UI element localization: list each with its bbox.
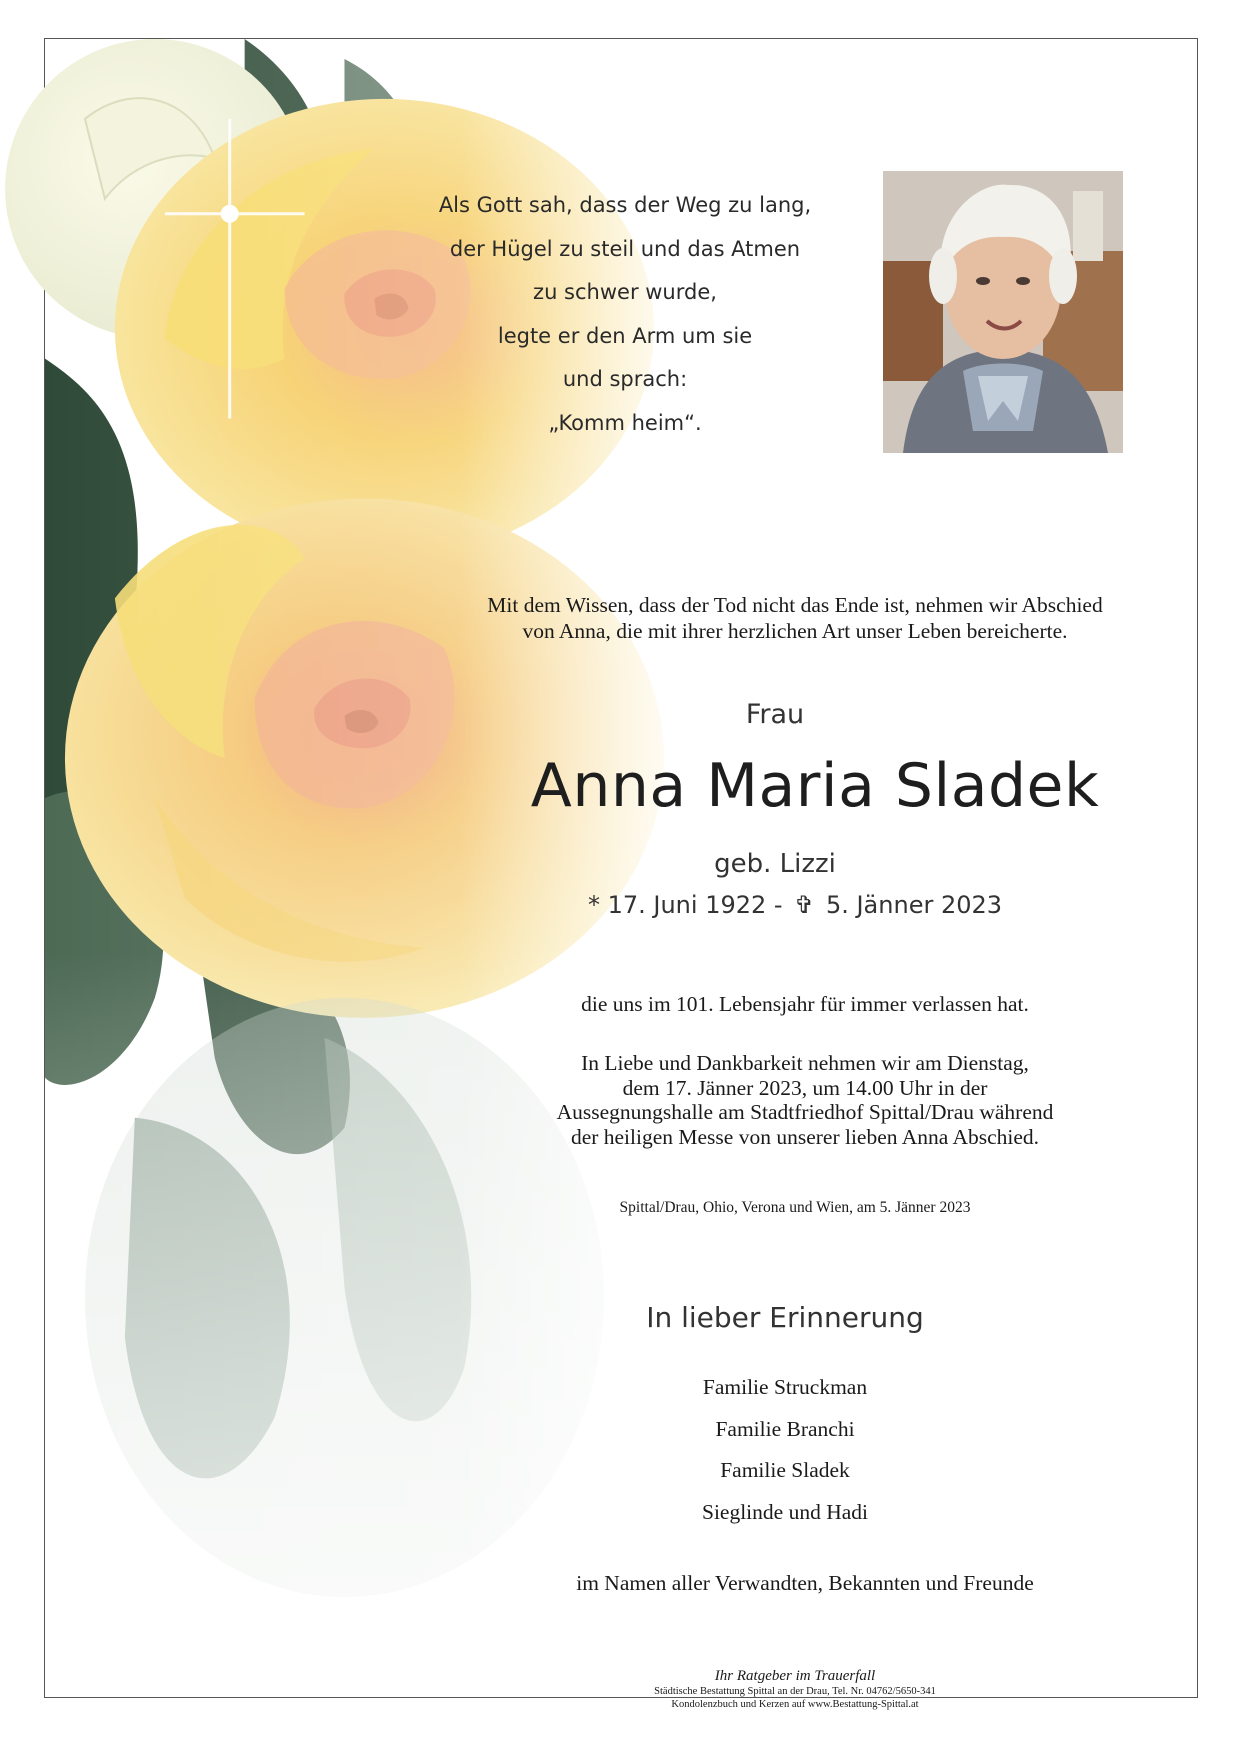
poem-line: „Komm heim“. bbox=[548, 410, 702, 435]
place-date: Spittal/Drau, Ohio, Verona und Wien, am 5. Jänner 2023 bbox=[619, 1199, 971, 1216]
family-item: Familie Struckman bbox=[702, 1375, 868, 1399]
obituary-card bbox=[44, 38, 1198, 1710]
service-line: In Liebe und Dankbarkeit nehmen wir am Dienstag, bbox=[581, 1051, 1029, 1075]
service-announcement bbox=[465, 1051, 1145, 1149]
memory-heading: In lieber Erinnerung bbox=[646, 1301, 924, 1334]
service-line: der heiligen Messe von unserer lieben Anna Abschied. bbox=[570, 1124, 1040, 1149]
age-line: die uns im 101. Lebensjahr für immer verlassen hat. bbox=[581, 992, 1029, 1016]
footer bbox=[565, 1667, 1025, 1711]
portrait-photo bbox=[883, 171, 1123, 453]
intro-line: von Anna, die mit ihrer herzlichen Art unser Leben bereicherte. bbox=[522, 619, 1068, 643]
intro-line: Mit dem Wissen, dass der Tod nicht das Ende ist, nehmen wir Abschied bbox=[487, 593, 1103, 617]
family-list bbox=[605, 1367, 965, 1533]
family-item: Familie Sladek bbox=[720, 1458, 850, 1482]
cross-icon: ✞ bbox=[794, 891, 815, 919]
family-item: Sieglinde und Hadi bbox=[701, 1499, 868, 1524]
poem-line: Als Gott sah, dass der Weg zu lang, bbox=[438, 193, 812, 217]
footer-slogan: Ihr Ratgeber im Trauerfall bbox=[714, 1668, 876, 1684]
deceased-name: Anna Maria Sladek bbox=[530, 751, 1100, 821]
closing-line: im Namen aller Verwandten, Bekannten und Freunde bbox=[576, 1571, 1034, 1595]
service-line: dem 17. Jänner 2023, um 14.00 Uhr in der bbox=[622, 1075, 988, 1100]
poem-line: legte er den Arm um sie bbox=[497, 323, 753, 348]
footer-website: Kondolenzbuch und Kerzen auf www.Bestattung-Spittal.at bbox=[671, 1699, 919, 1710]
birth-date: * 17. Juni 1922 - bbox=[587, 891, 783, 919]
life-dates bbox=[545, 891, 1045, 919]
salutation: Frau bbox=[745, 699, 805, 730]
poem-line: der Hügel zu steil und das Atmen bbox=[449, 236, 801, 261]
maiden-name: geb. Lizzi bbox=[714, 849, 836, 879]
poem bbox=[405, 184, 845, 445]
intro-text bbox=[385, 592, 1205, 644]
death-date: 5. Jänner 2023 bbox=[825, 891, 1003, 919]
footer-contact: Städtische Bestattung Spittal an der Drau, Tel. Nr. 04762/5650-341 bbox=[654, 1686, 936, 1697]
portrait-image bbox=[883, 171, 1123, 453]
poem-line: zu schwer wurde, bbox=[533, 280, 717, 304]
family-item: Familie Branchi bbox=[715, 1416, 855, 1441]
poem-line: und sprach: bbox=[562, 367, 688, 391]
service-line: Aussegnungshalle am Stadtfriedhof Spittal/Drau während bbox=[556, 1100, 1054, 1124]
